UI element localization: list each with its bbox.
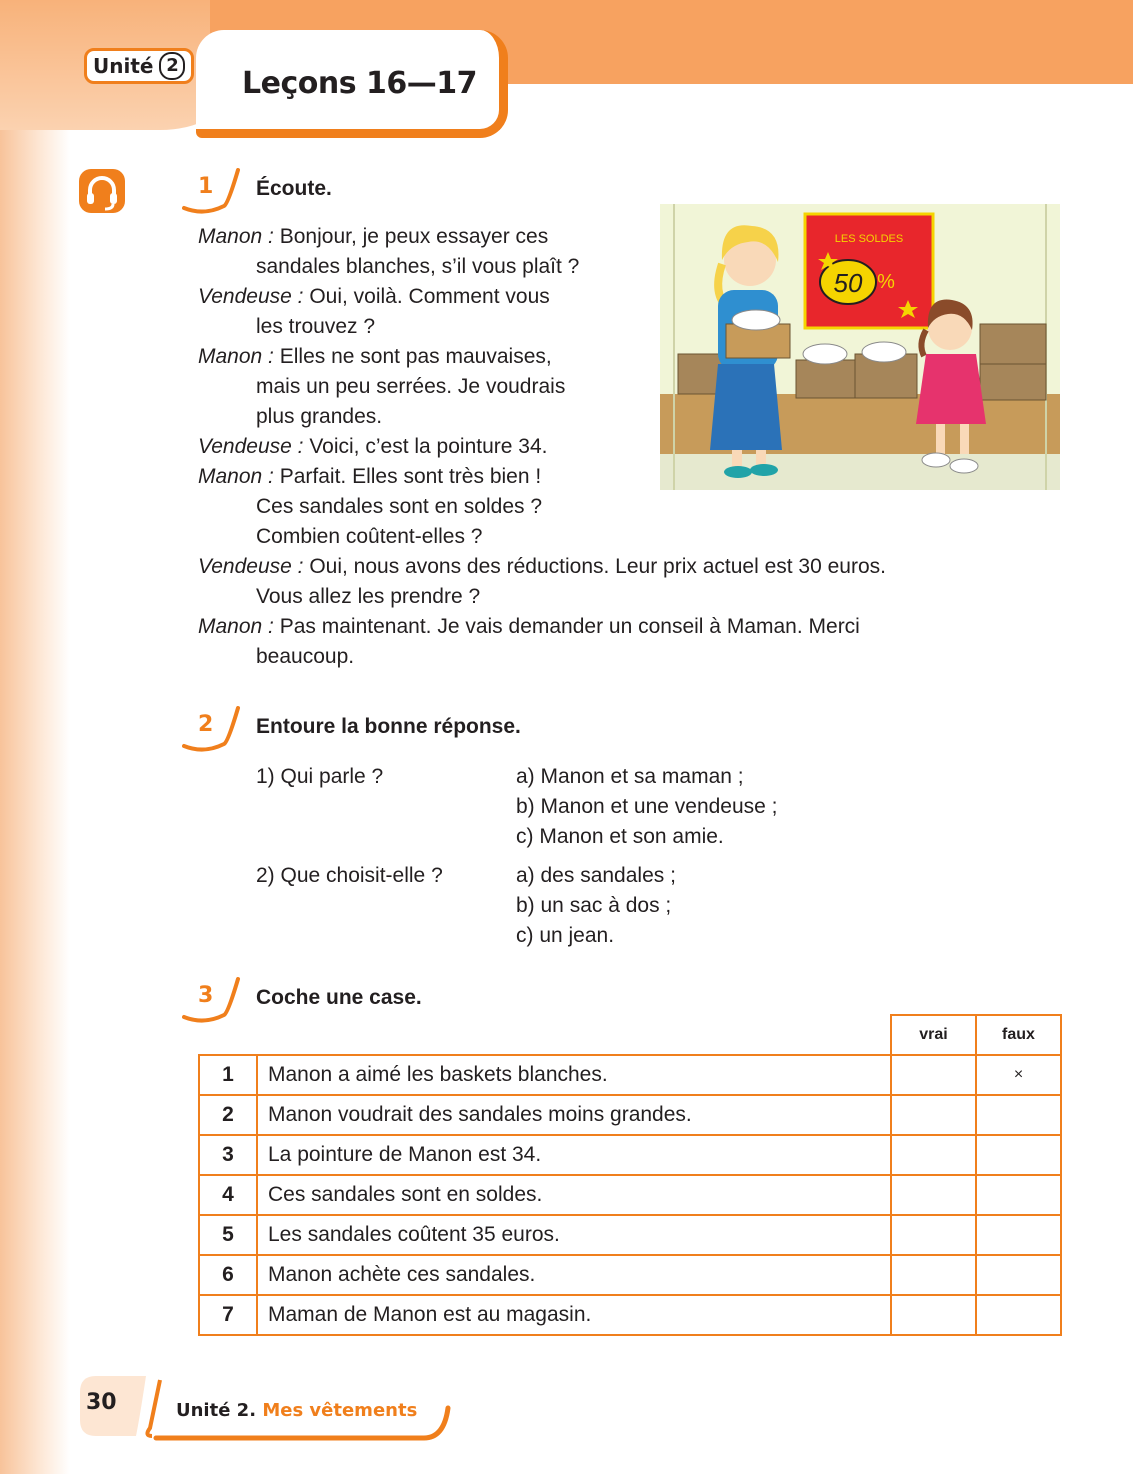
checkbox-faux[interactable]: [976, 1135, 1061, 1175]
dialogue-text: Bonjour, je peux essayer ces: [279, 225, 549, 248]
row-statement: Manon a aimé les baskets blanches.: [257, 1055, 891, 1095]
table-row: [199, 1255, 1061, 1295]
dialogue-line: [198, 372, 632, 402]
checkbox-faux[interactable]: [976, 1255, 1061, 1295]
lesson-title: Leçons 16—17: [242, 66, 478, 101]
footer-title: [176, 1400, 417, 1421]
option[interactable]: b) Manon et une vendeuse ;: [516, 795, 778, 818]
checkbox-vrai[interactable]: [891, 1055, 976, 1095]
speaker: Vendeuse :: [198, 435, 304, 458]
checkbox-vrai[interactable]: [891, 1215, 976, 1255]
row-statement: Les sandales coûtent 35 euros.: [257, 1215, 891, 1255]
dialogue-line: [198, 552, 1061, 582]
dialogue-line: [198, 492, 632, 522]
dialogue-turn: [198, 552, 1061, 612]
row-number: 5: [199, 1215, 257, 1255]
checkbox-faux[interactable]: [976, 1215, 1061, 1255]
dialogue-text: sandales blanches, s’il vous plaît ?: [256, 255, 580, 278]
dialogue-line: [198, 432, 632, 462]
row-number: 2: [199, 1095, 257, 1135]
exercise-3-number-text: 3: [198, 983, 214, 1008]
dialogue-text: Oui, nous avons des réductions. Leur prix actuel est 30 euros.: [309, 555, 886, 578]
question-2-options: [516, 861, 676, 951]
dialogue-text: beaucoup.: [256, 645, 355, 668]
table-row: [199, 1215, 1061, 1255]
footer-unit: Unité 2.: [176, 1400, 257, 1421]
dialogue-text: les trouvez ?: [256, 315, 376, 338]
left-decorative-strip: [0, 0, 70, 1474]
exercise-2-title: Entoure la bonne réponse.: [256, 715, 521, 738]
table-row: [199, 1095, 1061, 1135]
exercise-2-number: [182, 706, 234, 750]
row-statement: Maman de Manon est au magasin.: [257, 1295, 891, 1335]
checkbox-vrai[interactable]: [891, 1135, 976, 1175]
dialogue-line: [198, 222, 632, 252]
dialogue-text: Elles ne sont pas mauvaises,: [279, 345, 552, 368]
checkbox-faux[interactable]: ×: [976, 1055, 1061, 1095]
exercise-2-number-text: 2: [198, 712, 214, 737]
row-number: 1: [199, 1055, 257, 1095]
row-number: 3: [199, 1135, 257, 1175]
dialogue-text: plus grandes.: [256, 405, 383, 428]
table-row: [199, 1055, 1061, 1095]
checkbox-faux[interactable]: [976, 1095, 1061, 1135]
dialogue-line: [198, 402, 632, 432]
speaker: Manon :: [198, 615, 274, 638]
checkbox-vrai[interactable]: [891, 1255, 976, 1295]
dialogue-text: Parfait. Elles sont très bien !: [279, 465, 542, 488]
dialogue-line: [198, 282, 632, 312]
column-header-vrai: vrai: [891, 1015, 976, 1055]
unit-badge: [84, 48, 194, 84]
exercise-1-title: Écoute.: [256, 177, 332, 200]
dialogue-text: mais un peu serrées. Je voudrais: [256, 375, 566, 398]
sign-percent-text: %: [877, 271, 895, 293]
row-number: 6: [199, 1255, 257, 1295]
option[interactable]: a) Manon et sa maman ;: [516, 765, 744, 788]
column-header-faux: faux: [976, 1015, 1061, 1055]
sign-top-text: LES SOLDES: [834, 233, 904, 245]
exercise-1-number-text: 1: [198, 174, 214, 199]
checkbox-vrai[interactable]: [891, 1095, 976, 1135]
checkbox-vrai[interactable]: [891, 1175, 976, 1215]
checkbox-faux[interactable]: [976, 1295, 1061, 1335]
row-statement: La pointure de Manon est 34.: [257, 1135, 891, 1175]
footer-unit-title: Mes vêtements: [262, 1400, 418, 1421]
unit-badge-number: 2: [159, 52, 185, 80]
speaker: Manon :: [198, 225, 274, 248]
dialogue-text: Voici, c’est la pointure 34.: [309, 435, 548, 458]
option[interactable]: a) des sandales ;: [516, 864, 676, 887]
speaker: Vendeuse :: [198, 555, 304, 578]
option[interactable]: c) Manon et son amie.: [516, 825, 724, 848]
question-1: 1) Qui parle ?: [256, 765, 384, 788]
dialogue-line: [198, 582, 1061, 612]
true-false-table: [198, 1014, 1062, 1336]
shop-illustration: [660, 204, 1060, 490]
dialogue-line: [198, 612, 1061, 642]
dialogue-text: Combien coûtent-elles ?: [256, 525, 483, 548]
dialogue-text: Vous allez les prendre ?: [256, 585, 481, 608]
dialogue-text: Pas maintenant. Je vais demander un conseil à Maman. Merci: [279, 615, 860, 638]
dialogue-text: Oui, voilà. Comment vous: [309, 285, 550, 308]
checkbox-faux[interactable]: [976, 1175, 1061, 1215]
dialogue-line: [198, 342, 632, 372]
row-statement: Manon achète ces sandales.: [257, 1255, 891, 1295]
row-number: 7: [199, 1295, 257, 1335]
unit-badge-label: Unité: [93, 54, 154, 78]
exercise-3-title: Coche une case.: [256, 986, 422, 1009]
speaker: Vendeuse :: [198, 285, 304, 308]
speaker: Manon :: [198, 345, 274, 368]
dialogue-line: [198, 522, 632, 552]
table-row: [199, 1175, 1061, 1215]
exercise-1-number: [182, 168, 234, 212]
question-2: 2) Que choisit-elle ?: [256, 864, 443, 887]
dialogue-text: Ces sandales sont en soldes ?: [256, 495, 543, 518]
option[interactable]: c) un jean.: [516, 924, 615, 947]
row-number: 4: [199, 1175, 257, 1215]
table-row: [199, 1295, 1061, 1335]
dialogue-line: [198, 462, 632, 492]
dialogue-line: [198, 642, 1061, 672]
headphones-icon[interactable]: [78, 168, 126, 214]
dialogue-line: [198, 252, 632, 282]
dialogue-turn: [198, 612, 1061, 672]
checkbox-vrai[interactable]: [891, 1295, 976, 1335]
row-statement: Ces sandales sont en soldes.: [257, 1175, 891, 1215]
question-1-options: [516, 762, 778, 852]
page-number: 30: [86, 1390, 117, 1415]
speaker: Manon :: [198, 465, 274, 488]
dialogue-line: [198, 312, 632, 342]
option[interactable]: b) un sac à dos ;: [516, 894, 672, 917]
sign-value-text: 50: [833, 268, 863, 298]
row-statement: Manon voudrait des sandales moins grandes.: [257, 1095, 891, 1135]
table-row: [199, 1135, 1061, 1175]
